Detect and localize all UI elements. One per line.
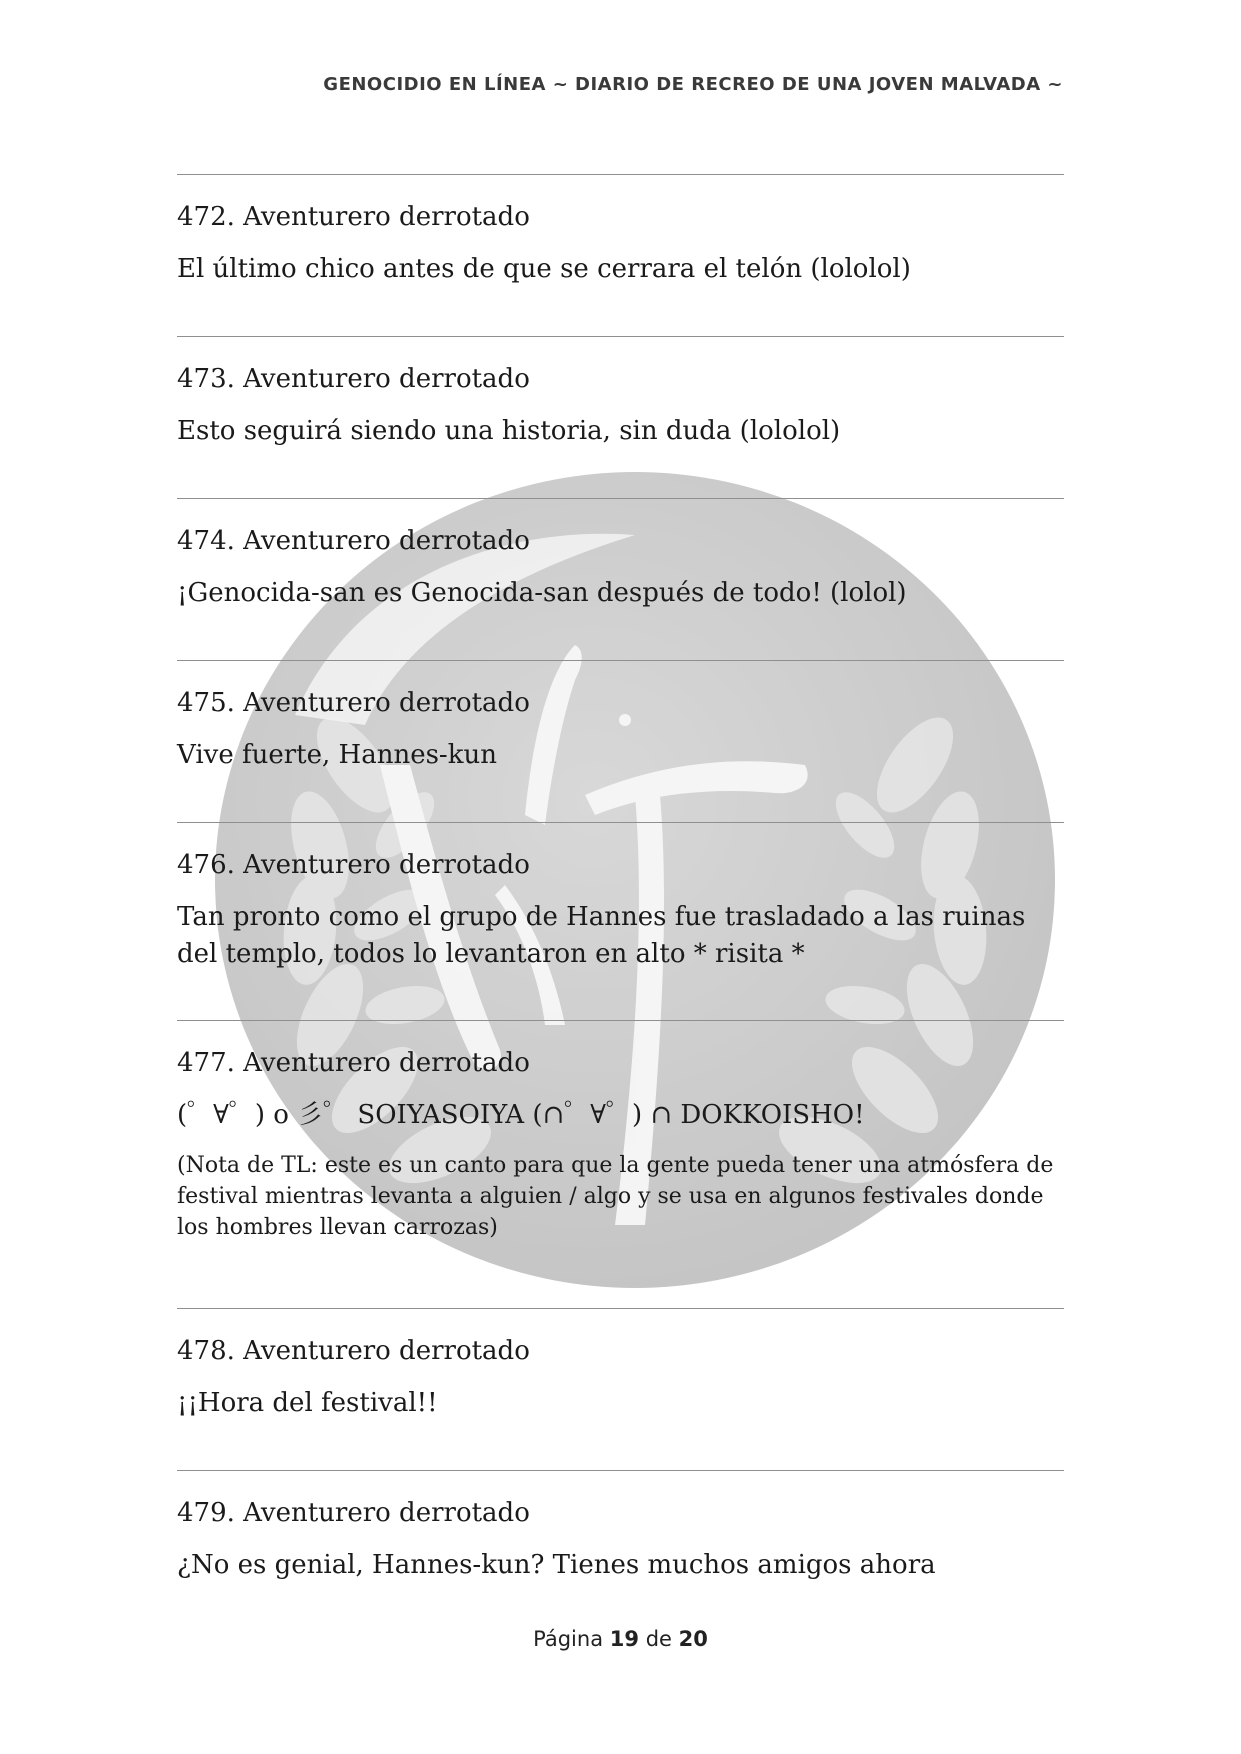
running-header: GENOCIDIO EN LÍNEA ~ DIARIO DE RECREO DE UNA JOVEN MALVADA ~ (323, 74, 1063, 95)
post-item (177, 822, 1064, 1020)
current-page: 19 (609, 1627, 639, 1651)
post-body: (゜∀゜) o 彡゜ SOIYASOIYA (∩゜∀゜) ∩ DOKKOISHO! (177, 1100, 865, 1130)
post-item (177, 1470, 1064, 1632)
page-number (0, 1627, 1241, 1651)
post-body: Tan pronto como el grupo de Hannes fue trasladado a las ruinas del templo, todos lo levantaron en alto * risita * (177, 902, 1026, 969)
post-title: 476. Aventurero derrotado (177, 850, 530, 880)
post-title: 472. Aventurero derrotado (177, 202, 530, 232)
post-item (177, 1308, 1064, 1470)
translator-note: (Nota de TL: este es un canto para que la gente pueda tener una atmósfera de festival mientras levanta a alguien / algo y se usa en algunos festivales donde los hombres llevan carrozas) (177, 1153, 1054, 1240)
post-title: 473. Aventurero derrotado (177, 364, 530, 394)
post-item (177, 660, 1064, 822)
page-prefix: Página (533, 1627, 604, 1651)
post-body: Vive fuerte, Hannes-kun (177, 740, 497, 770)
post-list (177, 174, 1064, 1632)
post-item (177, 498, 1064, 660)
post-title: 479. Aventurero derrotado (177, 1498, 530, 1528)
post-item (177, 1020, 1064, 1308)
total-pages: 20 (678, 1627, 708, 1651)
post-body: ¡Genocida-san es Genocida-san después de todo! (lolol) (177, 578, 907, 608)
post-body: Esto seguirá siendo una historia, sin duda (lololol) (177, 416, 841, 446)
page-separator: de (645, 1627, 672, 1651)
post-title: 478. Aventurero derrotado (177, 1336, 530, 1366)
post-title: 474. Aventurero derrotado (177, 526, 530, 556)
post-body: El último chico antes de que se cerrara el telón (lololol) (177, 254, 911, 284)
post-title: 477. Aventurero derrotado (177, 1048, 530, 1078)
post-item (177, 336, 1064, 498)
post-item (177, 174, 1064, 336)
post-body: ¿No es genial, Hannes-kun? Tienes muchos amigos ahora (177, 1550, 936, 1580)
post-body: ¡¡Hora del festival!! (177, 1388, 438, 1418)
post-title: 475. Aventurero derrotado (177, 688, 530, 718)
